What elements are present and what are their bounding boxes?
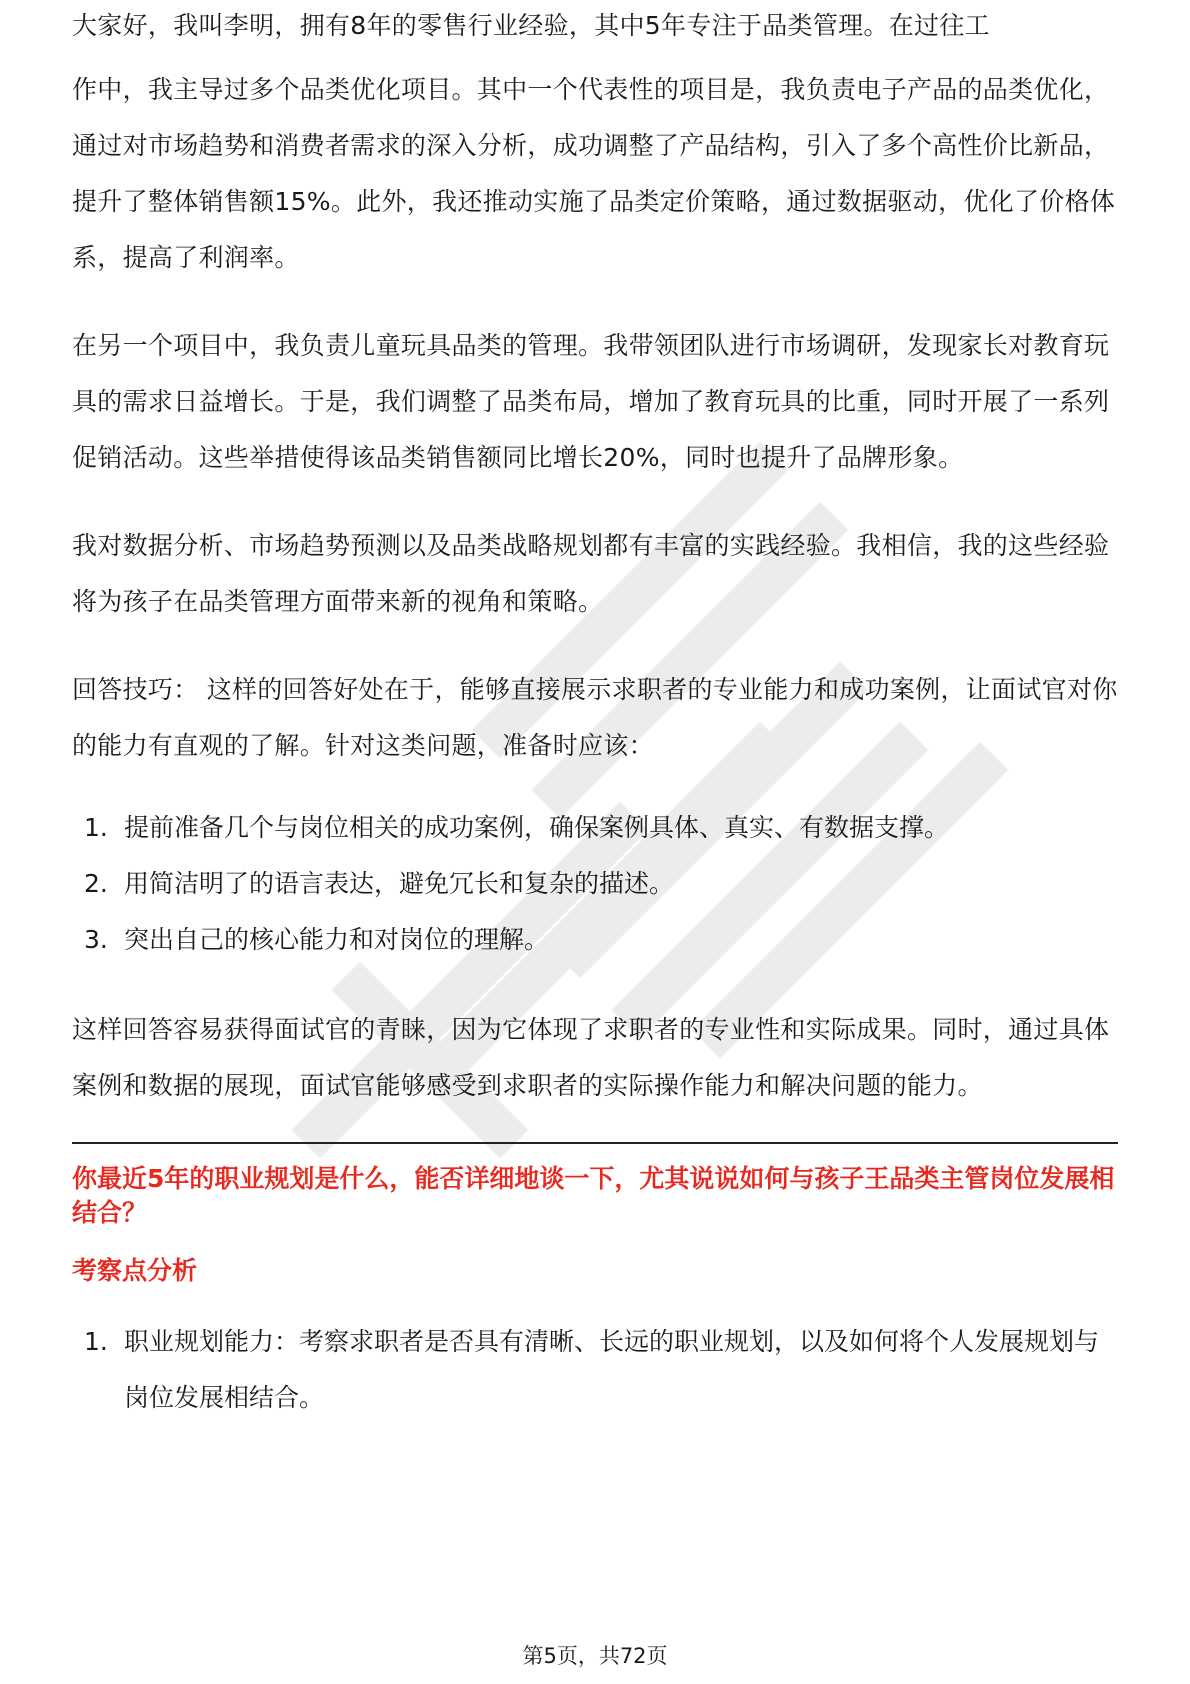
list-item <box>72 1314 1118 1426</box>
list-item-number: 3. <box>84 925 108 954</box>
list-item <box>72 912 1118 968</box>
question-heading: 你最近5年的职业规划是什么，能否详细地谈一下，尤其说说如何与孩子王品类主管岗位发展相结合？ <box>72 1164 1115 1227</box>
list-item <box>72 800 1118 856</box>
list-item-text: 提前准备几个与岗位相关的成功案例，确保案例具体、真实、有数据支撑。 <box>124 813 950 842</box>
list-item <box>72 856 1118 912</box>
list-item-text: 职业规划能力：考察求职者是否具有清晰、长远的职业规划，以及如何将个人发展规划与岗位发展相结合。 <box>124 1327 1100 1412</box>
paragraph-toys-project: 在另一个项目中，我负责儿童玩具品类的管理。我带领团队进行市场调研，发现家长对教育玩具的需求日益增长。于是，我们调整了品类布局，增加了教育玩具的比重，同时开展了一系列促销活动。这些举措使得该品类销售额同比增长20%，同时也提升了品牌形象。 <box>72 331 1110 472</box>
paragraph-conclusion: 这样回答容易获得面试官的青睐，因为它体现了求职者的专业性和实际成果。同时，通过具体案例和数据的展现，面试官能够感受到求职者的实际操作能力和解决问题的能力。 <box>72 1015 1110 1100</box>
paragraph-answer-tips: 回答技巧： 这样的回答好处在于，能够直接展示求职者的专业能力和成功案例，让面试官对你的能力有直观的了解。针对这类问题，准备时应该： <box>72 675 1118 760</box>
tips-list <box>72 800 1118 968</box>
list-item-number: 2. <box>84 869 108 898</box>
paragraph-electronics-project: 作中，我主导过多个品类优化项目。其中一个代表性的项目是，我负责电子产品的品类优化，通过对市场趋势和消费者需求的深入分析，成功调整了产品结构，引入了多个高性价比新品，提升了整体销售额15%。此外，我还推动实施了品类定价策略，通过数据驱动，优化了价格体系，提高了利润率。 <box>72 75 1116 272</box>
content-area <box>72 11 1118 1426</box>
list-item-number: 1. <box>84 1327 108 1356</box>
list-item-number: 1. <box>84 813 108 842</box>
paragraph-cutoff: 大家好，我叫李明，拥有8年的零售行业经验，其中5年专注于品类管理。在过往工 <box>72 11 990 40</box>
paragraph-experience-summary: 我对数据分析、市场趋势预测以及品类战略规划都有丰富的实践经验。我相信，我的这些经验将为孩子在品类管理方面带来新的视角和策略。 <box>72 531 1110 616</box>
analysis-subheading: 考察点分析 <box>72 1256 198 1285</box>
section-divider <box>72 1142 1118 1144</box>
analysis-points-list <box>72 1314 1118 1426</box>
list-item-text: 突出自己的核心能力和对岗位的理解。 <box>124 925 550 954</box>
list-item-text: 用简洁明了的语言表达，避免冗长和复杂的描述。 <box>124 869 675 898</box>
page-footer: 第5页，共72页 <box>522 1644 668 1668</box>
